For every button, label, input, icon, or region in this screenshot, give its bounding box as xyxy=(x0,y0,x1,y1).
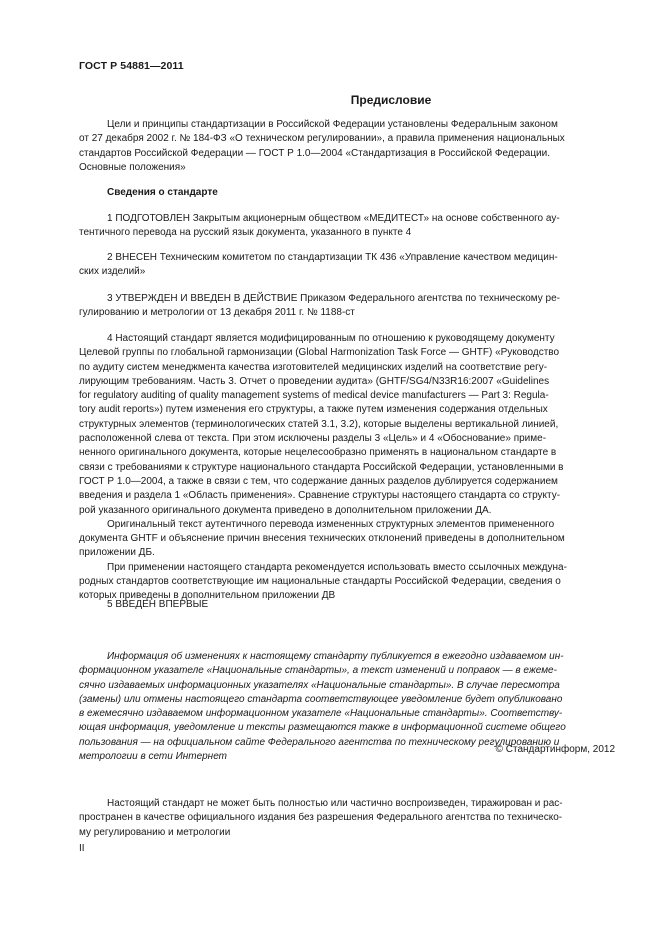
text-line: for regulatory auditing of quality management systems of medical device manufacturers — Part 3: Regula- xyxy=(79,390,549,402)
copyright: © Стандартинформ, 2012 xyxy=(495,744,615,755)
text-line: (замены) или отмены настоящего стандарта соответствующее уведомление будет опубликовано xyxy=(79,693,563,705)
text-line: документа GHTF и объяснение причин внесения технических отклонений приведены в дополнительном xyxy=(79,533,565,545)
text-line: приложении ДБ. xyxy=(79,547,155,559)
page-number: II xyxy=(79,843,85,854)
text-line: формационном указателе «Национальные стандарты», а текст изменений и поправок — в ежеме- xyxy=(79,665,557,677)
text-line: родных стандартов соответствующие им национальные стандарты Российской Федерации, сведения о xyxy=(79,576,561,588)
text-line: лирующим требованиям. Часть 3. Отчет о проведении аудита» (GHTF/SG4/N33R16:2007 «Guidelines xyxy=(79,375,550,387)
text-line: Цели и принципы стандартизации в Российской Федерации установлены Федеральным законом xyxy=(107,119,558,130)
text-line: введения и раздела 1 «Область применения». Сравнение структуры настоящего стандарта со структу- xyxy=(79,490,561,502)
text-line: стандартов Российской Федерации — ГОСТ Р 1.0—2004 «Стандартизация в Российской Федерации. xyxy=(79,147,550,159)
text-line: метрологии в сети Интернет xyxy=(79,751,227,763)
text-line: ГОСТ Р 1.0—2004, а также в связи с тем, что содержание данных разделов дублируется содержанием xyxy=(79,475,558,487)
text-line: Основные положения» xyxy=(79,161,186,173)
text-line: 4 Настоящий стандарт является модифицированным по отношению к руководящему документу xyxy=(107,333,555,344)
text-line: структурных элементов (терминологических статей 3.1, 3.2), которые выделены вертикальной линией, xyxy=(79,418,559,430)
reproduction-notice xyxy=(79,797,616,840)
item-4 xyxy=(79,332,616,604)
text-line: 3 УТВЕРЖДЕН И ВВЕДЕН В ДЕЙСТВИЕ Приказом Федерального агентства по техническому ре- xyxy=(107,293,560,304)
text-line: ющая информация, уведомление и тексты размещаются также в информационной системе общего xyxy=(79,722,566,734)
section-heading: Сведения о стандарте xyxy=(107,187,218,198)
text-line: в ежемесячно издаваемом информационном указателе «Национальные стандарты». Соответству- xyxy=(79,708,563,720)
text-line: расположенной слева от текста. При этом исключены разделы 3 «Цель» и 4 «Обоснование» приме- xyxy=(79,433,547,445)
text-line: тентичного перевода на русский язык документа, указанного в пункте 4 xyxy=(79,227,412,239)
text-line: ских изделий» xyxy=(79,266,146,278)
page-title: Предисловие xyxy=(350,93,432,107)
text-line: связи с требованиями к структуре национального стандарта Российской Федерации, установленными в xyxy=(79,461,564,473)
text-line: 2 ВНЕСЕН Техническим комитетом по стандартизации ТК 436 «Управление качеством медицин- xyxy=(107,252,558,263)
text-line: 1 ПОДГОТОВЛЕН Закрытым акционерным обществом «МЕДИТЕСТ» на основе собственного ау- xyxy=(107,213,560,224)
text-line: му регулированию и метрологии xyxy=(79,826,231,838)
text-line: гулированию и метрологии от 13 декабря 2011 г. № 1188-ст xyxy=(79,307,355,319)
item-5: 5 ВВЕДЕН ВПЕРВЫЕ xyxy=(107,599,209,610)
text-line: При применении настоящего стандарта рекомендуется использовать вместо ссылочных междуна- xyxy=(107,561,567,573)
text-line: Целевой группы по глобальной гармонизации (Global Harmonization Task Force — GHTF) «Руководство xyxy=(79,347,560,359)
item-2 xyxy=(79,251,616,280)
text-line: Оригинальный текст аутентичного перевода измененных структурных элементов примененного xyxy=(107,518,555,530)
text-line: tory audit reports») путем изменения его структуры, а также путем изменения содержания отдельных xyxy=(79,404,548,416)
text-line: сячно издаваемых информационных указателях «Национальные стандарты». В случае пересмотра xyxy=(79,679,560,691)
text-line: Информация об изменениях к настоящему стандарту публикуется в ежегодно издаваемом ин- xyxy=(107,651,564,662)
text-line: по аудиту систем менеджмента качества изготовителей медицинских изделий на соответствие регу- xyxy=(79,361,548,373)
item-3 xyxy=(79,292,616,321)
text-line: рой указанного оригинального документа приведено в дополнительном приложении ДА. xyxy=(79,504,492,516)
text-line: от 27 декабря 2002 г. № 184-ФЗ «О техническом регулировании», а правила применения национальных xyxy=(79,133,565,145)
text-line: пользования — на официальном сайте Федерального агентства по техническому регулированию и xyxy=(79,736,560,748)
text-line: Настоящий стандарт не может быть полностью или частично воспроизведен, тиражирован и рас- xyxy=(107,798,563,809)
text-line: ненного оригинального документа, которые нецелесообразно применять в национальном стандарте в xyxy=(79,447,557,459)
text-line: которых приведены в дополнительном приложении ДВ xyxy=(79,590,336,602)
text-line: пространен в качестве официального издания без разрешения Федерального агентства по техническо- xyxy=(79,812,563,824)
intro-paragraph xyxy=(79,118,616,175)
standard-code: ГОСТ Р 54881—2011 xyxy=(79,60,184,72)
item-1 xyxy=(79,212,616,241)
